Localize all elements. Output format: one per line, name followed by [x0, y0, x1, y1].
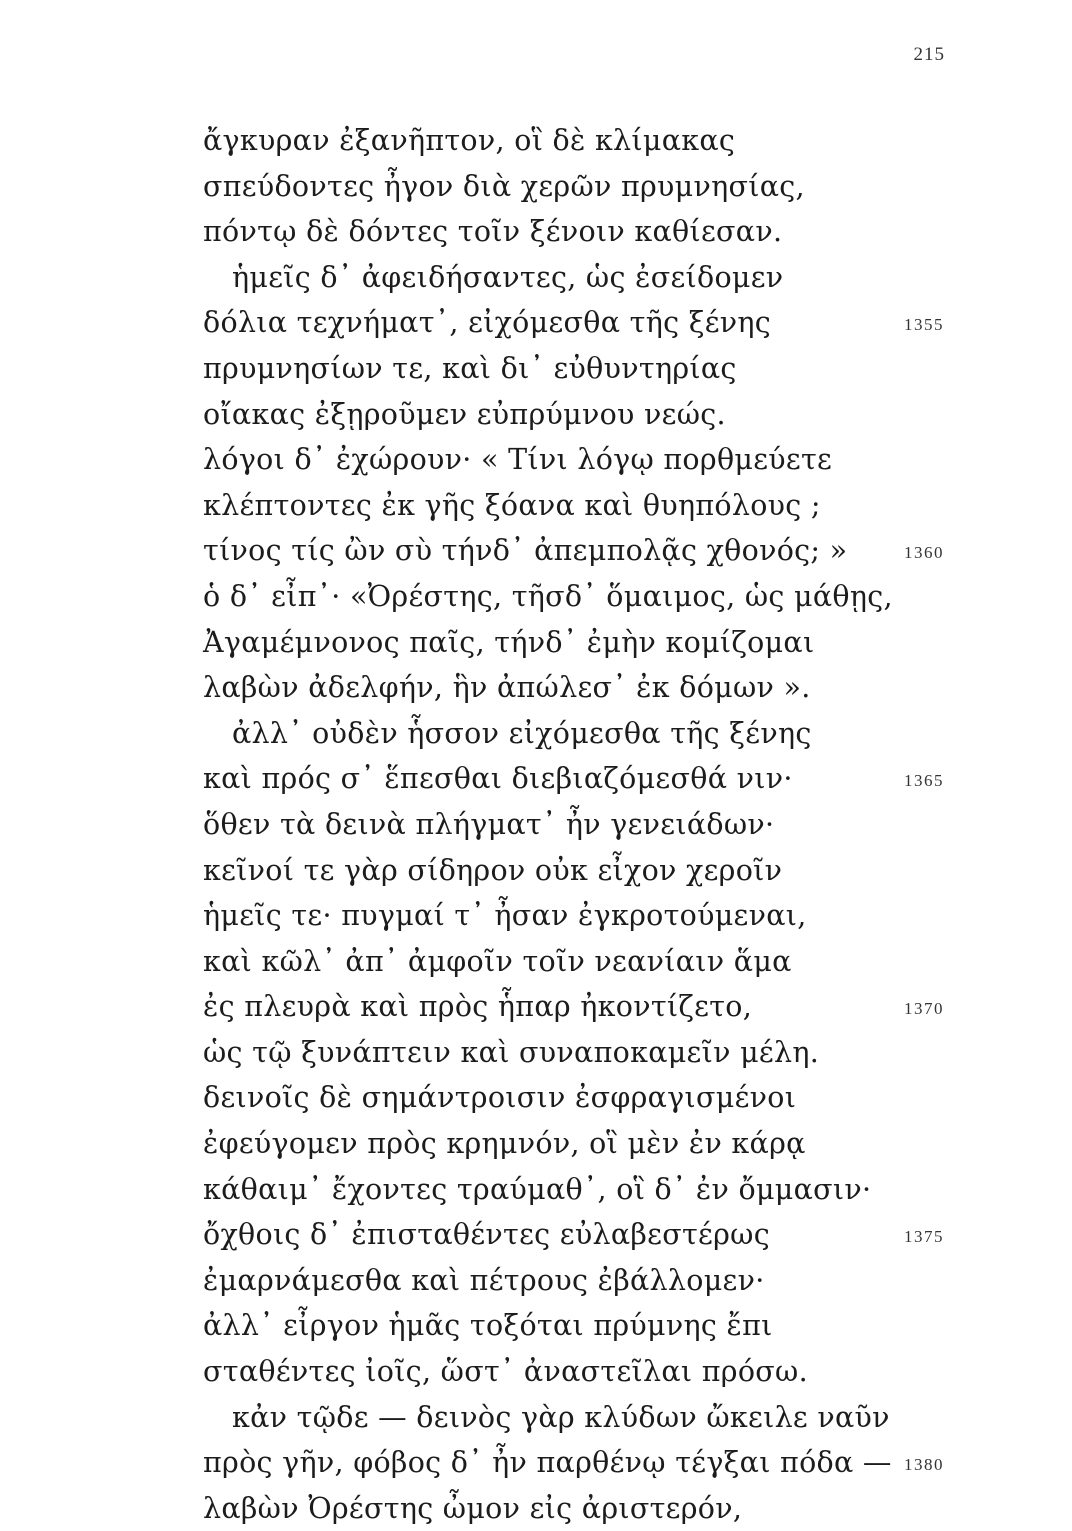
verse-line	[0, 1395, 1072, 1441]
verse-line	[0, 711, 1072, 757]
verse-line	[0, 620, 1072, 666]
verse-line	[0, 300, 1072, 346]
line-number: 1360	[904, 543, 944, 563]
verse-line-text: ἀλλ᾽ οὐδὲν ἧσσον εἰχόμεσθα τῆς ξένης	[232, 716, 812, 750]
verse-line-text: οἴακας ἐξῃροῦμεν εὐπρύμνου νεώς.	[203, 397, 726, 431]
verse-line	[0, 984, 1072, 1030]
verse-line-text: πρὸς γῆν, φόβος δ᾽ ἦν παρθένῳ τέγξαι πόδα —	[203, 1446, 892, 1480]
verse-line-text: λαβὼν Ὀρέστης ὦμον εἰς ἀριστερόν,	[203, 1491, 743, 1525]
verse-line-text: δόλια τεχνήματ᾽, εἰχόμεσθα τῆς ξένης	[203, 306, 772, 340]
verse-line	[0, 1258, 1072, 1304]
verse-block	[0, 118, 1072, 1531]
verse-line-text: ἄγκυραν ἐξανῆπτον, οἳ δὲ κλίμακας	[203, 124, 736, 157]
verse-line	[0, 1075, 1072, 1121]
verse-line-text: ἡμεῖς δ᾽ ἀφειδήσαντες, ὡς ἐσείδομεν	[232, 260, 784, 294]
line-number: 1380	[904, 1455, 944, 1475]
verse-line-text: καὶ πρός σ᾽ ἕπεσθαι διεβιαζόμεσθά νιν·	[203, 762, 793, 796]
verse-line-text: ἐφεύγομεν πρὸς κρημνόν, οἳ μὲν ἐν κάρᾳ	[203, 1127, 806, 1161]
verse-line-text: καὶ κῶλ᾽ ἀπ᾽ ἀμφοῖν τοῖν νεανίαιν ἅμα	[203, 944, 792, 978]
verse-line-text: ὄχθοις δ᾽ ἐπισταθέντες εὐλαβεστέρως	[203, 1218, 770, 1252]
verse-line	[0, 665, 1072, 711]
verse-line	[0, 483, 1072, 529]
line-number: 1355	[904, 315, 944, 335]
verse-line	[0, 118, 1072, 164]
verse-line-text: ὁ δ᾽ εἶπ᾽· «Ὀρέστης, τῆσδ᾽ ὅμαιμος, ὡς μάθῃς,	[203, 579, 893, 613]
verse-line	[0, 1440, 1072, 1486]
page-number: 215	[913, 44, 945, 65]
verse-line-text: σπεύδοντες ἦγον διὰ χερῶν πρυμνησίας,	[203, 169, 805, 203]
verse-line	[0, 802, 1072, 848]
verse-line-text: λόγοι δ᾽ ἐχώρουν· « Τίνι λόγῳ πορθμεύετε	[203, 443, 833, 477]
verse-line	[0, 164, 1072, 210]
verse-line	[0, 1167, 1072, 1213]
verse-line	[0, 756, 1072, 802]
verse-line	[0, 939, 1072, 985]
verse-line	[0, 1030, 1072, 1076]
verse-line-text: κάθαιμ᾽ ἔχοντες τραύμαθ᾽, οἳ δ᾽ ἐν ὄμμασιν·	[203, 1172, 872, 1206]
verse-line	[0, 1349, 1072, 1395]
verse-line-text: σταθέντες ἰοῖς, ὥστ᾽ ἀναστεῖλαι πρόσω.	[203, 1355, 808, 1389]
line-number: 1375	[904, 1227, 944, 1247]
verse-line	[0, 1486, 1072, 1531]
verse-line	[0, 893, 1072, 939]
verse-line	[0, 1303, 1072, 1349]
verse-line	[0, 528, 1072, 574]
verse-line	[0, 574, 1072, 620]
verse-line-text: δεινοῖς δὲ σημάντροισιν ἐσφραγισμένοι	[203, 1081, 797, 1115]
verse-line-text: ἐς πλευρὰ καὶ πρὸς ἧπαρ ἠκοντίζετο,	[203, 990, 753, 1024]
verse-line	[0, 1212, 1072, 1258]
verse-line-text: ἡμεῖς τε· πυγμαί τ᾽ ἦσαν ἐγκροτούμεναι,	[203, 899, 807, 933]
verse-line	[0, 1121, 1072, 1167]
verse-line-text: τίνος τίς ὢν σὺ τήνδ᾽ ἀπεμπολᾷς χθονός; »	[203, 534, 848, 568]
verse-line	[0, 437, 1072, 483]
verse-line-text: κλέπτοντες ἐκ γῆς ξόανα καὶ θυηπόλους ;	[203, 488, 821, 522]
verse-line	[0, 346, 1072, 392]
verse-line-text: λαβὼν ἀδελφήν, ἣν ἀπώλεσ᾽ ἐκ δόμων ».	[203, 671, 811, 705]
verse-line-text: Ἀγαμέμνονος παῖς, τήνδ᾽ ἐμὴν κομίζομαι	[203, 625, 815, 659]
verse-line-text: ἀλλ᾽ εἶργον ἡμᾶς τοξόται πρύμνης ἔπι	[203, 1309, 773, 1343]
verse-line	[0, 255, 1072, 301]
verse-line-text: πόντῳ δὲ δόντες τοῖν ξένοιν καθίεσαν.	[203, 215, 783, 249]
verse-line	[0, 392, 1072, 438]
verse-line-text: πρυμνησίων τε, καὶ δι᾽ εὐθυντηρίας	[203, 351, 737, 385]
verse-line-text: ἐμαρνάμεσθα καὶ πέτρους ἐβάλλομεν·	[203, 1263, 765, 1297]
verse-line-text: ὡς τῷ ξυνάπτειν καὶ συναποκαμεῖν μέλη.	[203, 1035, 820, 1069]
line-number: 1370	[904, 999, 944, 1019]
verse-line	[0, 209, 1072, 255]
verse-line-text: κἀν τῷδε — δεινὸς γὰρ κλύδων ὤκειλε ναῦν	[232, 1400, 890, 1434]
verse-line	[0, 848, 1072, 894]
line-number: 1365	[904, 771, 944, 791]
verse-line-text: ὅθεν τὰ δεινὰ πλήγματ᾽ ἦν γενειάδων·	[203, 807, 775, 841]
verse-line-text: κεῖνοί τε γὰρ σίδηρον οὐκ εἶχον χεροῖν	[203, 853, 783, 887]
